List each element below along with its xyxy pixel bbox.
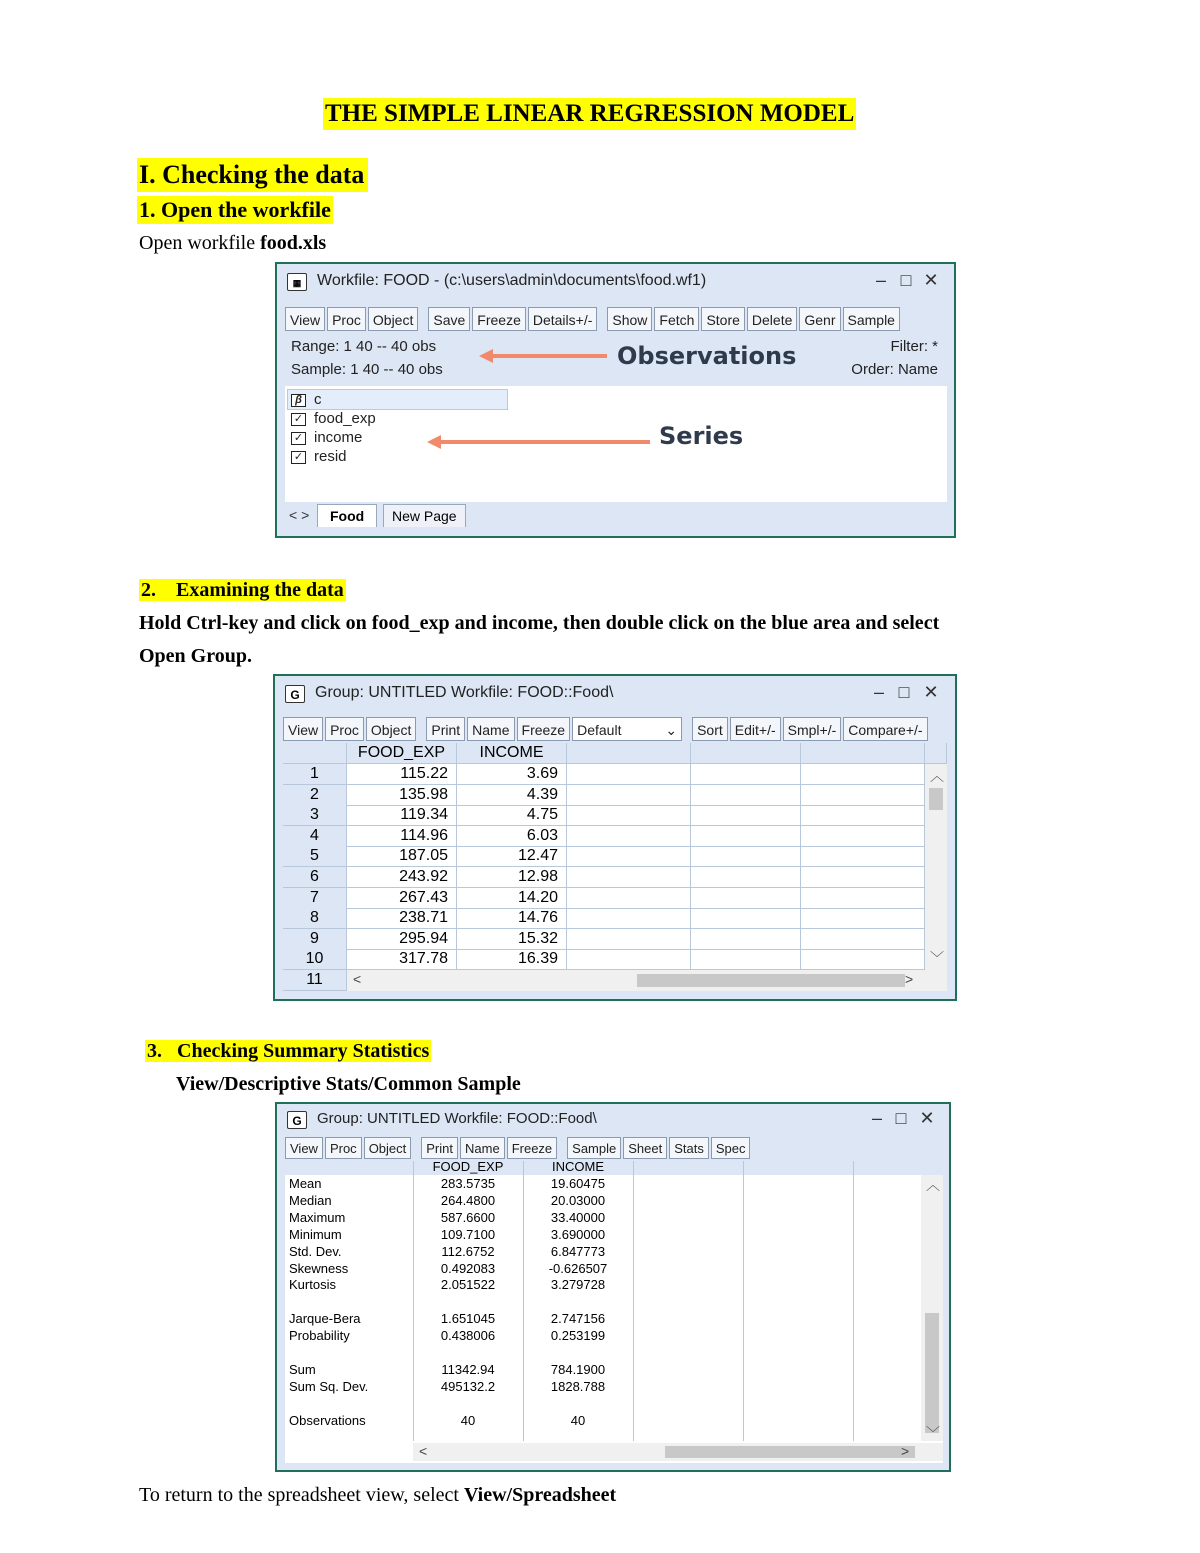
cell-empty[interactable] [801, 846, 925, 867]
object-name: income [314, 429, 363, 446]
sample-button[interactable]: Sample [843, 307, 900, 331]
object-item-food-exp[interactable] [291, 409, 376, 428]
cell-empty[interactable] [567, 846, 691, 867]
stat-food-exp[interactable]: 1.651045 [440, 1311, 496, 1327]
cell-empty[interactable] [801, 949, 925, 970]
view-button[interactable]: View [285, 1137, 323, 1159]
column-divider [633, 1161, 634, 1441]
stat-food-exp[interactable]: 264.4800 [440, 1192, 496, 1208]
cell-empty[interactable] [801, 888, 925, 909]
proc-button[interactable]: Proc [325, 1137, 362, 1159]
corner-cell [283, 743, 347, 764]
minimize-icon[interactable]: – [871, 1108, 882, 1128]
cell-empty[interactable] [801, 805, 925, 826]
cell-food-exp[interactable]: 238.71 [347, 908, 457, 929]
stat-label[interactable]: Probability [289, 1328, 350, 1344]
series-annotation: Series [659, 422, 744, 450]
group-window [273, 674, 957, 1001]
store-button[interactable]: Store [701, 307, 744, 331]
horizontal-scrollbar[interactable] [413, 1443, 943, 1461]
stat-food-exp[interactable]: 0.438006 [440, 1328, 496, 1344]
stat-label[interactable] [285, 1293, 413, 1310]
step2-heading [139, 576, 346, 604]
workfile-window [275, 262, 956, 538]
cell-empty[interactable] [567, 888, 691, 909]
section-heading: I. Checking the data [137, 158, 368, 192]
stat-income[interactable]: 19.60475 [550, 1176, 606, 1191]
document-title: THE SIMPLE LINEAR REGRESSION MODEL [323, 98, 856, 130]
scroll-right-icon[interactable]: > [901, 1443, 910, 1459]
minimize-icon[interactable]: – [875, 270, 886, 290]
cell-empty[interactable] [691, 908, 801, 929]
footer-command: View/Spreadsheet [463, 1484, 617, 1506]
sample-label[interactable]: Sample: 1 40 -- 40 obs [291, 361, 443, 378]
stat-income[interactable]: 0.253199 [550, 1328, 606, 1344]
column-header-food-exp[interactable]: FOOD_EXP [347, 743, 457, 764]
group-titlebar[interactable] [275, 676, 955, 714]
group-title: Group: UNTITLED Workfile: FOOD::Food\ [315, 684, 614, 701]
footer-text [139, 1481, 616, 1509]
stat-food-exp[interactable] [413, 1293, 523, 1310]
step2-text-line2: Open Group. [139, 645, 252, 667]
workfile-icon: ▦ [287, 273, 307, 291]
cell-empty[interactable] [567, 805, 691, 826]
freeze-button[interactable]: Freeze [472, 307, 526, 331]
step2-number: 2. [141, 579, 156, 601]
cell-empty[interactable] [691, 949, 801, 970]
scroll-thumb[interactable] [665, 1446, 915, 1458]
vertical-scrollbar[interactable] [925, 764, 947, 970]
row-header[interactable]: 10 [283, 949, 347, 970]
cell-empty[interactable] [691, 826, 801, 847]
cell-empty[interactable] [691, 867, 801, 888]
scroll-thumb[interactable] [929, 788, 943, 810]
row-header[interactable]: 9 [283, 929, 347, 950]
smpl-button[interactable]: Smpl+/- [783, 717, 842, 741]
print-button[interactable]: Print [421, 1137, 458, 1159]
compare-button[interactable]: Compare+/- [843, 717, 927, 741]
cell-empty[interactable] [567, 949, 691, 970]
print-button[interactable]: Print [426, 717, 465, 741]
cell-food-exp[interactable]: 243.92 [347, 867, 457, 888]
cell-empty[interactable] [691, 764, 801, 785]
stat-income[interactable]: 1828.788 [550, 1378, 606, 1394]
stat-label[interactable]: Jarque-Bera [289, 1311, 361, 1327]
cell-food-exp[interactable]: 114.96 [347, 826, 457, 847]
scroll-left-icon[interactable]: < [353, 971, 362, 987]
stat-label[interactable]: Skewness [289, 1260, 349, 1276]
row-header[interactable]: 7 [283, 888, 347, 909]
series-icon: ✓ [291, 413, 306, 426]
object-item-resid[interactable] [291, 447, 347, 466]
stat-label[interactable] [285, 1344, 413, 1361]
step1-text [139, 229, 326, 257]
details-button[interactable]: Details+/- [528, 307, 598, 331]
stat-label[interactable]: Sum Sq. Dev. [289, 1378, 369, 1394]
scroll-left-icon[interactable]: < [419, 1443, 428, 1459]
cell-empty[interactable] [801, 826, 925, 847]
stat-label[interactable]: Median [289, 1192, 332, 1208]
stats-titlebar[interactable] [277, 1104, 949, 1138]
workfile-title: Workfile: FOOD - (c:\users\admin\documents\food.wf1) [317, 272, 707, 289]
stat-food-exp[interactable]: 283.5735 [440, 1176, 496, 1191]
cell-empty[interactable] [567, 929, 691, 950]
cell-income[interactable]: 4.39 [457, 785, 567, 806]
column-divider [853, 1161, 854, 1441]
scroll-up-icon[interactable]: ︿ [926, 1177, 940, 1193]
stat-income[interactable]: 33.40000 [550, 1209, 606, 1225]
cell-empty[interactable] [801, 764, 925, 785]
stat-income[interactable] [523, 1395, 633, 1412]
scroll-down-icon[interactable]: ﹀ [930, 950, 944, 966]
object-name: resid [314, 448, 347, 465]
cell-food-exp[interactable]: 317.78 [347, 949, 457, 970]
filter-label[interactable]: Filter: * [890, 338, 938, 355]
cell-income[interactable]: 12.98 [457, 867, 567, 888]
column-header-income[interactable]: INCOME [552, 1159, 604, 1174]
freeze-button[interactable]: Freeze [517, 717, 571, 741]
cell-empty[interactable] [691, 929, 801, 950]
cell-empty[interactable] [567, 908, 691, 929]
minimize-icon[interactable]: – [873, 682, 884, 702]
stat-food-exp[interactable]: 109.7100 [440, 1226, 496, 1242]
row-header[interactable]: 8 [283, 908, 347, 929]
tab-nav-arrows[interactable]: < > [289, 507, 310, 523]
step3-number: 3. [147, 1040, 162, 1062]
save-button[interactable]: Save [428, 307, 470, 331]
sort-button[interactable]: Sort [692, 717, 728, 741]
stat-label[interactable]: Maximum [289, 1209, 346, 1225]
cell-empty[interactable] [801, 929, 925, 950]
stat-food-exp[interactable]: 495132.2 [440, 1378, 496, 1394]
stat-label[interactable]: Std. Dev. [289, 1243, 342, 1259]
stat-food-exp[interactable]: 0.492083 [440, 1260, 496, 1276]
view-button[interactable]: View [285, 307, 325, 331]
cell-food-exp[interactable]: 267.43 [347, 888, 457, 909]
step3-title: Checking Summary Statistics [177, 1040, 430, 1062]
row-header[interactable]: 2 [283, 785, 347, 806]
stat-income[interactable]: -0.626507 [548, 1260, 608, 1276]
cell-empty[interactable] [691, 785, 801, 806]
step1-heading: 1. Open the workfile [139, 197, 331, 222]
cell-empty[interactable] [567, 826, 691, 847]
step2-text-line1: Hold Ctrl-key and click on food_exp and income, then double click on the blue area and select [139, 612, 940, 634]
page-tabs [285, 504, 947, 528]
stats-table [285, 1161, 943, 1463]
object-name: c [314, 391, 322, 408]
coefficient-icon: β [291, 394, 306, 407]
cell-food-exp[interactable]: 119.34 [347, 805, 457, 826]
workfile-object-list [285, 386, 947, 502]
column-header-food-exp[interactable]: FOOD_EXP [432, 1159, 504, 1174]
cell-empty[interactable] [801, 908, 925, 929]
close-icon[interactable]: ✕ [923, 682, 939, 702]
stat-label[interactable]: Sum [289, 1361, 316, 1377]
stat-income[interactable]: 20.03000 [550, 1192, 606, 1208]
stat-food-exp[interactable]: 2.051522 [440, 1277, 496, 1293]
maximize-icon[interactable]: □ [900, 270, 912, 290]
series-arrow-icon [425, 432, 655, 452]
stat-income[interactable]: 2.747156 [550, 1311, 606, 1327]
cell-income[interactable]: 4.75 [457, 805, 567, 826]
cell-empty[interactable] [691, 846, 801, 867]
proc-button[interactable]: Proc [325, 717, 364, 741]
cell-empty[interactable] [567, 867, 691, 888]
stat-food-exp[interactable]: 112.6752 [441, 1243, 495, 1259]
cell-income[interactable]: 3.69 [457, 764, 567, 785]
group-toolbar [283, 717, 930, 743]
column-header-empty [801, 743, 925, 764]
show-button[interactable]: Show [607, 307, 652, 331]
cell-empty[interactable] [691, 805, 801, 826]
horizontal-scrollbar[interactable] [347, 970, 947, 991]
column-header-empty [567, 743, 691, 764]
cell-food-exp[interactable]: 295.94 [347, 929, 457, 950]
maximize-icon[interactable]: □ [898, 682, 910, 702]
row-header[interactable]: 6 [283, 867, 347, 888]
cell-food-exp[interactable]: 135.98 [347, 785, 457, 806]
stats-button[interactable]: Stats [669, 1137, 709, 1159]
stat-income[interactable] [523, 1344, 633, 1361]
cell-income[interactable]: 14.20 [457, 888, 567, 909]
maximize-icon[interactable]: □ [895, 1108, 907, 1128]
cell-empty[interactable] [567, 785, 691, 806]
vertical-scrollbar[interactable] [921, 1175, 943, 1441]
stat-income[interactable] [523, 1293, 633, 1310]
object-button[interactable]: Object [364, 1137, 412, 1159]
name-button[interactable]: Name [460, 1137, 505, 1159]
column-header-empty [925, 743, 947, 764]
column-divider [743, 1161, 744, 1441]
stat-food-exp[interactable]: 40 [460, 1412, 476, 1428]
column-header-income[interactable]: INCOME [457, 743, 567, 764]
step3-text: View/Descriptive Stats/Common Sample [176, 1073, 521, 1095]
object-item-income[interactable] [291, 428, 362, 447]
row-header[interactable]: 11 [283, 970, 347, 991]
stat-food-exp[interactable] [413, 1395, 523, 1412]
object-button[interactable]: Object [366, 717, 416, 741]
stat-income[interactable]: 3.279728 [550, 1277, 606, 1293]
stats-window [275, 1102, 951, 1472]
fetch-button[interactable]: Fetch [654, 307, 699, 331]
step1-filename: food.xls [260, 232, 327, 254]
step1-text-prefix: Open workfile [139, 232, 261, 254]
delete-button[interactable]: Delete [747, 307, 797, 331]
sheet-button[interactable]: Sheet [623, 1137, 667, 1159]
proc-button[interactable]: Proc [327, 307, 366, 331]
stat-income[interactable]: 40 [570, 1412, 586, 1428]
stat-label[interactable]: Observations [289, 1412, 366, 1428]
group-icon: G [287, 1111, 307, 1129]
observations-annotation: Observations [617, 342, 797, 370]
series-icon: ✓ [291, 432, 306, 445]
stat-income[interactable]: 3.690000 [550, 1226, 606, 1242]
display-select[interactable] [572, 717, 682, 741]
tab-new-page[interactable]: New Page [383, 504, 466, 527]
group-spreadsheet [283, 743, 947, 991]
cell-food-exp[interactable]: 187.05 [347, 846, 457, 867]
observations-arrow-icon [477, 344, 612, 364]
stats-title: Group: UNTITLED Workfile: FOOD::Food\ [317, 1110, 597, 1127]
cell-income[interactable]: 14.76 [457, 908, 567, 929]
chevron-down-icon: ⌄ [665, 722, 678, 738]
stat-income[interactable]: 784.1900 [550, 1361, 606, 1377]
cell-income[interactable]: 16.39 [457, 949, 567, 970]
row-header[interactable]: 4 [283, 826, 347, 847]
stat-food-exp[interactable]: 587.6600 [440, 1209, 496, 1225]
column-header-empty [691, 743, 801, 764]
workfile-toolbar [285, 307, 902, 333]
stat-food-exp[interactable] [413, 1344, 523, 1361]
row-header[interactable]: 3 [283, 805, 347, 826]
stat-income[interactable]: 6.847773 [550, 1243, 606, 1259]
row-header[interactable]: 5 [283, 846, 347, 867]
tab-food[interactable]: Food [317, 504, 377, 527]
cell-income[interactable]: 12.47 [457, 846, 567, 867]
stat-label[interactable]: Minimum [289, 1226, 342, 1242]
step3-heading [145, 1037, 431, 1065]
cell-empty[interactable] [567, 764, 691, 785]
spec-button[interactable]: Spec [711, 1137, 751, 1159]
step3-heading-highlight [145, 1040, 431, 1062]
order-label[interactable]: Order: Name [851, 361, 938, 378]
scroll-down-icon[interactable]: ﹀ [926, 1425, 940, 1441]
row-header[interactable]: 1 [283, 764, 347, 785]
step2-heading-highlight [139, 579, 346, 601]
object-name: food_exp [314, 410, 376, 427]
footer-prefix: To return to the spreadsheet view, select [139, 1484, 464, 1506]
stat-food-exp[interactable]: 11342.94 [441, 1361, 495, 1377]
workfile-titlebar[interactable] [277, 264, 954, 302]
stat-label[interactable] [285, 1429, 413, 1446]
range-label[interactable]: Range: 1 40 -- 40 obs [291, 338, 437, 355]
scroll-thumb[interactable] [925, 1313, 939, 1433]
stat-label[interactable] [285, 1395, 413, 1412]
close-icon[interactable]: ✕ [919, 1108, 935, 1128]
sample-button[interactable]: Sample [567, 1137, 621, 1159]
scroll-right-icon[interactable]: > [905, 971, 914, 987]
group-icon: G [285, 685, 305, 703]
cell-empty[interactable] [691, 888, 801, 909]
stat-label[interactable]: Kurtosis [289, 1277, 336, 1293]
name-button[interactable]: Name [467, 717, 514, 741]
genr-button[interactable]: Genr [799, 307, 840, 331]
cell-empty[interactable] [801, 785, 925, 806]
display-select-value: Default [577, 722, 622, 738]
cell-income[interactable]: 15.32 [457, 929, 567, 950]
view-button[interactable]: View [283, 717, 323, 741]
close-icon[interactable]: ✕ [923, 270, 939, 290]
step2-title: Examining the data [176, 579, 344, 601]
object-item-c[interactable] [291, 390, 322, 409]
cell-income[interactable]: 6.03 [457, 826, 567, 847]
scroll-up-icon[interactable]: ︿ [930, 768, 944, 784]
edit-button[interactable]: Edit+/- [730, 717, 781, 741]
freeze-button[interactable]: Freeze [507, 1137, 557, 1159]
object-button[interactable]: Object [368, 307, 418, 331]
stat-label[interactable]: Mean [289, 1176, 322, 1191]
cell-food-exp[interactable]: 115.22 [347, 764, 457, 785]
cell-empty[interactable] [801, 867, 925, 888]
scroll-thumb[interactable] [637, 974, 905, 987]
series-icon: ✓ [291, 451, 306, 464]
